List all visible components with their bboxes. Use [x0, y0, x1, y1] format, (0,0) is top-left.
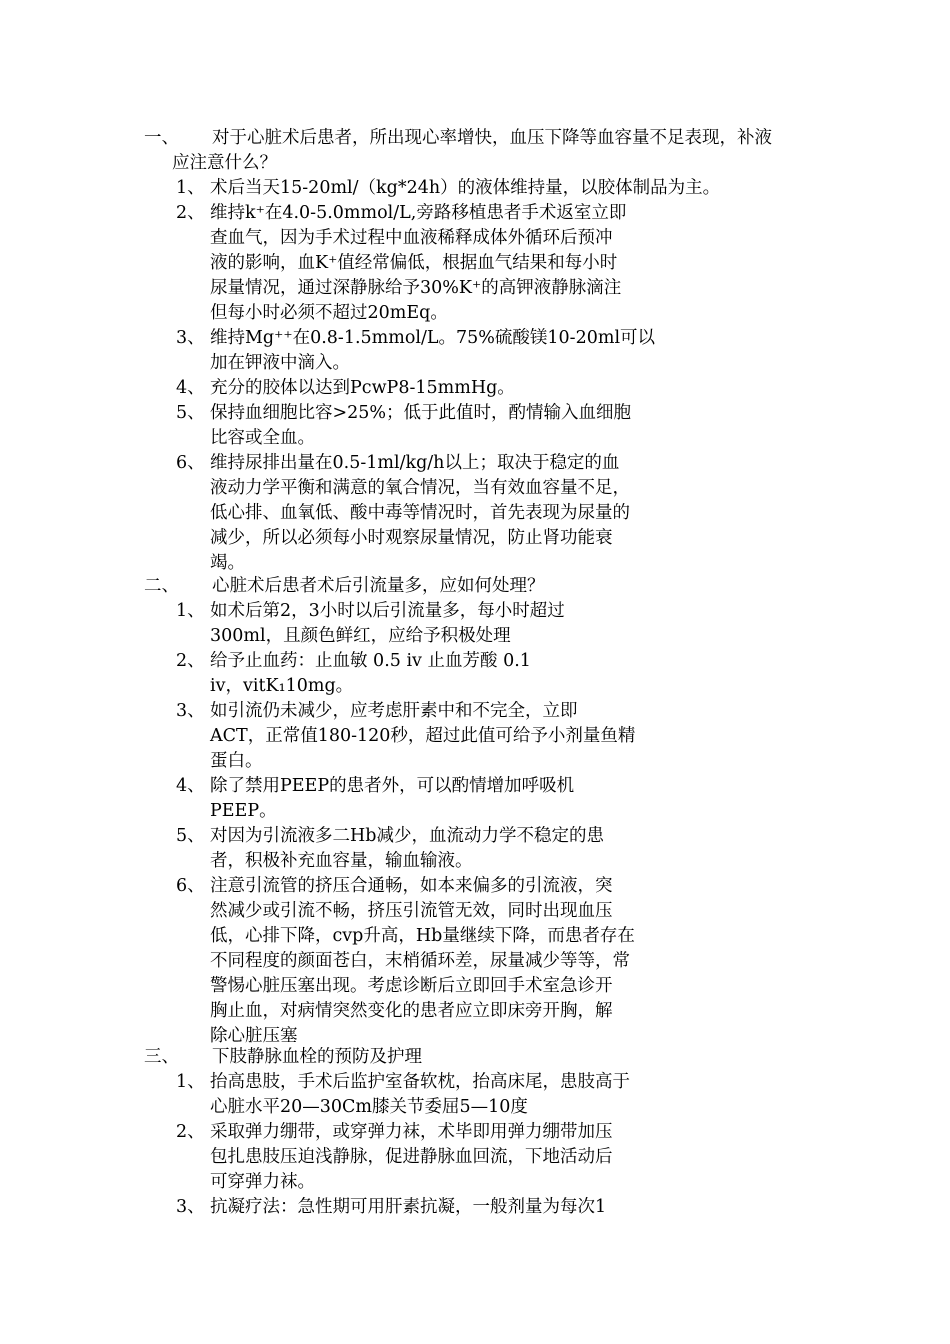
- list-item-text: [210, 649, 648, 699]
- text-line: 注意引流管的挤压合通畅，如本来偏多的引流液，突: [210, 876, 613, 896]
- text-line: 维持k⁺在4.0-5.0mmol/L,旁路移植患者手术返室立即: [210, 203, 627, 223]
- list-item-number: 5、: [176, 403, 205, 423]
- list-item-number: 2、: [176, 203, 205, 223]
- list-item-text: [210, 376, 648, 401]
- list-item-number: 6、: [176, 453, 205, 473]
- text-line: 警惕心脏压塞出现。考虑诊断后立即回手术室急诊开: [210, 976, 613, 996]
- text-line: 但每小时必须不超过20mEq。: [210, 303, 448, 323]
- text-line: 然减少或引流不畅，挤压引流管无效，同时出现血压: [210, 901, 613, 921]
- section-title-continued: 应注意什么？: [172, 153, 277, 173]
- list-item-text: [210, 1120, 648, 1195]
- text-line: 液动力学平衡和满意的氧合情况，当有效血容量不足，: [210, 478, 630, 498]
- text-line: 保持血细胞比容>25%；低于此值时，酌情输入血细胞: [210, 403, 632, 423]
- list-item-number: 3、: [176, 701, 205, 721]
- list-item-text: [210, 699, 648, 774]
- section-number: 一、: [144, 128, 179, 148]
- list-item-number: 3、: [176, 1197, 205, 1217]
- list-item-number: 5、: [176, 826, 205, 846]
- text-line: PEEP。: [210, 801, 277, 821]
- list-item-number: 2、: [176, 651, 205, 671]
- text-line: 包扎患肢压迫浅静脉，促进静脉血回流，下地活动后: [210, 1147, 613, 1167]
- list-item-number: 3、: [176, 328, 205, 348]
- text-line: 蛋白。: [210, 751, 263, 771]
- list-item-text: [210, 774, 648, 824]
- text-line: ACT，正常值180-120秒，超过此值可给予小剂量鱼精: [210, 726, 636, 746]
- list-item-text: [210, 176, 770, 201]
- text-line: 竭。: [210, 553, 245, 573]
- text-line: 不同程度的颜面苍白，末梢循环差，尿量减少等等，常: [210, 951, 630, 971]
- text-line: 减少，所以必须每小时观察尿量情况，防止肾功能衰: [210, 528, 613, 548]
- text-line: 心脏水平20—30Cm膝关节委屈5—10度: [210, 1097, 528, 1117]
- text-line: 比容或全血。: [210, 428, 315, 448]
- list-item-text: [210, 1070, 648, 1120]
- text-line: 术后当天15-20ml/（kg*24h）的液体维持量，以胶体制品为主。: [210, 178, 721, 198]
- text-line: 液的影响，血K⁺值经常偏低，根据血气结果和每小时: [210, 253, 618, 273]
- text-line: 低，心排下降，cvp升高，Hb量继续下降，而患者存在: [210, 926, 635, 946]
- text-line: 低心排、血氧低、酸中毒等情况时，首先表现为尿量的: [210, 503, 630, 523]
- list-item-text: [210, 824, 648, 874]
- list-item-number: 2、: [176, 1122, 205, 1142]
- list-item-number: 4、: [176, 776, 205, 796]
- text-line: 维持尿排出量在0.5-1ml/kg/h以上；取决于稳定的血: [210, 453, 620, 473]
- section-title: 对于心脏术后患者，所出现心率增快，血压下降等血容量不足表现，补液: [212, 128, 772, 148]
- text-line: 如术后第2，3小时以后引流量多，每小时超过: [210, 601, 565, 621]
- text-line: 抬高患肢，手术后监护室备软枕，抬高床尾，患肢高于: [210, 1072, 630, 1092]
- list-item-number: 4、: [176, 378, 205, 398]
- text-line: 采取弹力绷带，或穿弹力袜，术毕即用弹力绷带加压: [210, 1122, 613, 1142]
- section-number: 三、: [144, 1047, 179, 1067]
- list-item-text: [210, 326, 656, 376]
- text-line: 可穿弹力袜。: [210, 1172, 315, 1192]
- text-line: 300ml，且颜色鲜红，应给予积极处理: [210, 626, 511, 646]
- section-title: 下肢静脉血栓的预防及护理: [212, 1047, 422, 1067]
- text-line: 加在钾液中滴入。: [210, 353, 350, 373]
- list-item-text: [210, 1195, 648, 1220]
- list-item-number: 6、: [176, 876, 205, 896]
- text-line: 对因为引流液多二Hb减少，血流动力学不稳定的患: [210, 826, 604, 846]
- text-line: 胸止血，对病情突然变化的患者应立即床旁开胸，解: [210, 1001, 613, 1021]
- text-line: 查血气，因为手术过程中血液稀释成体外循环后预冲: [210, 228, 613, 248]
- list-item-text: [210, 874, 648, 1049]
- list-item-text: [210, 401, 648, 451]
- list-item-text: [210, 599, 648, 649]
- text-line: 除了禁用PEEP的患者外，可以酌情增加呼吸机: [210, 776, 575, 796]
- text-line: 除心脏压塞: [210, 1026, 298, 1046]
- text-line: 充分的胶体以达到PcwP8-15mmHg。: [210, 378, 515, 398]
- list-item-text: [210, 451, 648, 576]
- list-item-number: 1、: [176, 601, 205, 621]
- list-item-text: [210, 201, 648, 326]
- section-number: 二、: [144, 576, 179, 596]
- list-item-number: 1、: [176, 178, 205, 198]
- text-line: 尿量情况，通过深静脉给予30%K⁺的高钾液静脉滴注: [210, 278, 622, 298]
- text-line: iv，vitK₁10mg。: [210, 676, 354, 696]
- section-title: 心脏术后患者术后引流量多，应如何处理？: [212, 576, 545, 596]
- list-item-number: 1、: [176, 1072, 205, 1092]
- text-line: 抗凝疗法：急性期可用肝素抗凝，一般剂量为每次1: [210, 1197, 607, 1217]
- text-line: 如引流仍未减少，应考虑肝素中和不完全，立即: [210, 701, 578, 721]
- text-line: 者，积极补充血容量，输血输液。: [210, 851, 473, 871]
- text-line: 维持Mg⁺⁺在0.8-1.5mmol/L。75%硫酸镁10-20ml可以: [210, 328, 656, 348]
- text-line: 给予止血药：止血敏 0.5 iv 止血芳酸 0.1: [210, 651, 531, 671]
